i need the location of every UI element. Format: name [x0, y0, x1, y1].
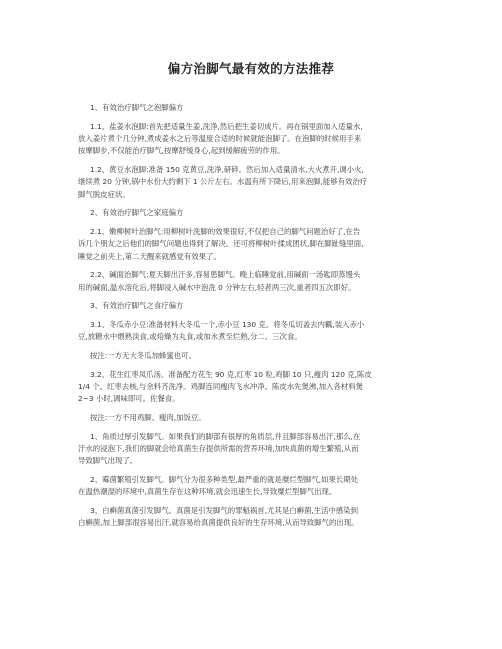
text-line: 2~3 小时,调味即可。佐餐食。 [78, 394, 180, 404]
paragraph [78, 474, 430, 499]
text-line: 用的碱面,温水溶化后,将脚浸入碱水中泡洗 0 分钟左右,轻者两三次,重者四五次即好。 [78, 282, 356, 292]
text-line: 3、有效治疗脚气之食疗偏方 [90, 301, 184, 311]
section-heading [78, 207, 430, 219]
text-line: 2.1、嫩柳树叶治脚气:用柳树叶洗脚的效果很好,不仅把自己的脚气问题治好了,在告 [90, 227, 361, 236]
text-line: 在温热潮湿的环境中,真菌生存在这种环境,就会迅速生长,导致糜烂型脚气出现。 [78, 487, 337, 497]
paragraph [78, 164, 430, 201]
text-line: 白癣菌,加上脚部很容易出汗,就容易给真菌提供良好的生存环境,从而导致脚气的出现。 [78, 518, 359, 528]
text-line: 1/4 个。红枣去核,与余料齐洗净。鸡脚连同瘦肉飞水冲净。陈皮水先煲沸,加入各材料煲 [78, 382, 364, 391]
note [78, 350, 430, 362]
paragraph [78, 121, 430, 158]
paragraph [78, 431, 430, 468]
paragraph [78, 269, 430, 294]
text-line: 诉几个朋友之后他们的脚气问题也得到了解决。还可将柳树叶揉成团状,脚在脚趾缝里面, [78, 239, 364, 249]
paragraph [78, 226, 430, 263]
text-line: 汗水的浸泡下,我们的脚就会给真菌生存提供所需的营养环境,加快真菌的增生繁殖,从而 [78, 444, 359, 453]
text-line: 2、有效治疗脚气之家庭偏方 [90, 208, 184, 218]
document-body [78, 102, 430, 536]
document-title: 偏方治脚气最有效的方法推荐 [167, 61, 335, 76]
text-line: 按注:一方不用鸡脚、瘦肉,加饭豆。 [90, 413, 206, 422]
text-line: 1.2、黄豆水泡脚:准备 150 克黄豆,洗净,研碎。然后加入适量清水,大火煮开,调小火, [90, 165, 364, 174]
text-line: 2、霉菌繁殖引发脚气。脚气分为很多种类型,最严重的就是糜烂型脚气,如果长期处 [90, 475, 359, 484]
text-line: 继续煮 20 分钟,锅中水份大约剩下 1 公斤左右。水温有所下降后,用来泡脚,能够有效治疗 [78, 177, 368, 187]
text-line: 睡觉之前夹上,第二天醒来就感觉有效果了。 [78, 251, 221, 261]
paragraph [78, 505, 430, 530]
text-line: 3.1、冬瓜赤小豆:准备材料大冬瓜一个,赤小豆 130 克。将冬瓜切盖去内瓤,装入赤小 [90, 320, 365, 329]
text-line: 1.1、盐姜水泡脚:首先把适量生姜,洗净,然后把生姜切成片。再在锅里面加入适量水, [90, 121, 363, 131]
text-line: 脚气脱皮症状。 [78, 189, 130, 199]
text-line: 3、白癣菌真菌引发脚气。真菌是引发脚气的罪魁祸首,尤其是白癣菌,生活中感染到 [90, 506, 359, 515]
text-line: 2.2、碱面治脚气:夏天脚出汗多,容易患脚气。晚上临睡觉前,用碱面一汤匙即蒸馒头 [90, 270, 361, 280]
text-line: 1、角质过厚引发脚气。如果我们的脚部有很厚的角质层,并且脚部容易出汗,那么,在 [90, 431, 361, 441]
text-line: 1、有效治疗脚气之泡脚偏方 [90, 103, 184, 112]
text-line: 导致脚气出现了。 [78, 456, 138, 466]
section-heading [78, 300, 430, 312]
paragraph [78, 319, 430, 344]
text-line: 放入姜片煮个几分钟,煮成姜水之后等温度合适的时候就能泡脚了。在泡脚的时候用手来 [78, 134, 362, 143]
note [78, 412, 430, 424]
text-line: 按摩脚步,不仅能治疗脚气,按摩舒缓身心,起到缓解疲劳的作用。 [78, 146, 285, 156]
text-line: 按注:一方无大冬瓜加蜂蜜也可。 [90, 351, 196, 360]
text-line: 3.2、花生红枣凤爪汤。准备配方花生 90 克,红枣 10 粒,鸡脚 10 只,瘦肉 120 克,陈皮 [90, 369, 372, 379]
text-line: 豆,放糖水中煨熟淡食,或焙燥为丸食,或加水煮至烂熟,分二、三次食。 [78, 332, 302, 342]
section-heading [78, 102, 430, 114]
paragraph [78, 369, 430, 406]
